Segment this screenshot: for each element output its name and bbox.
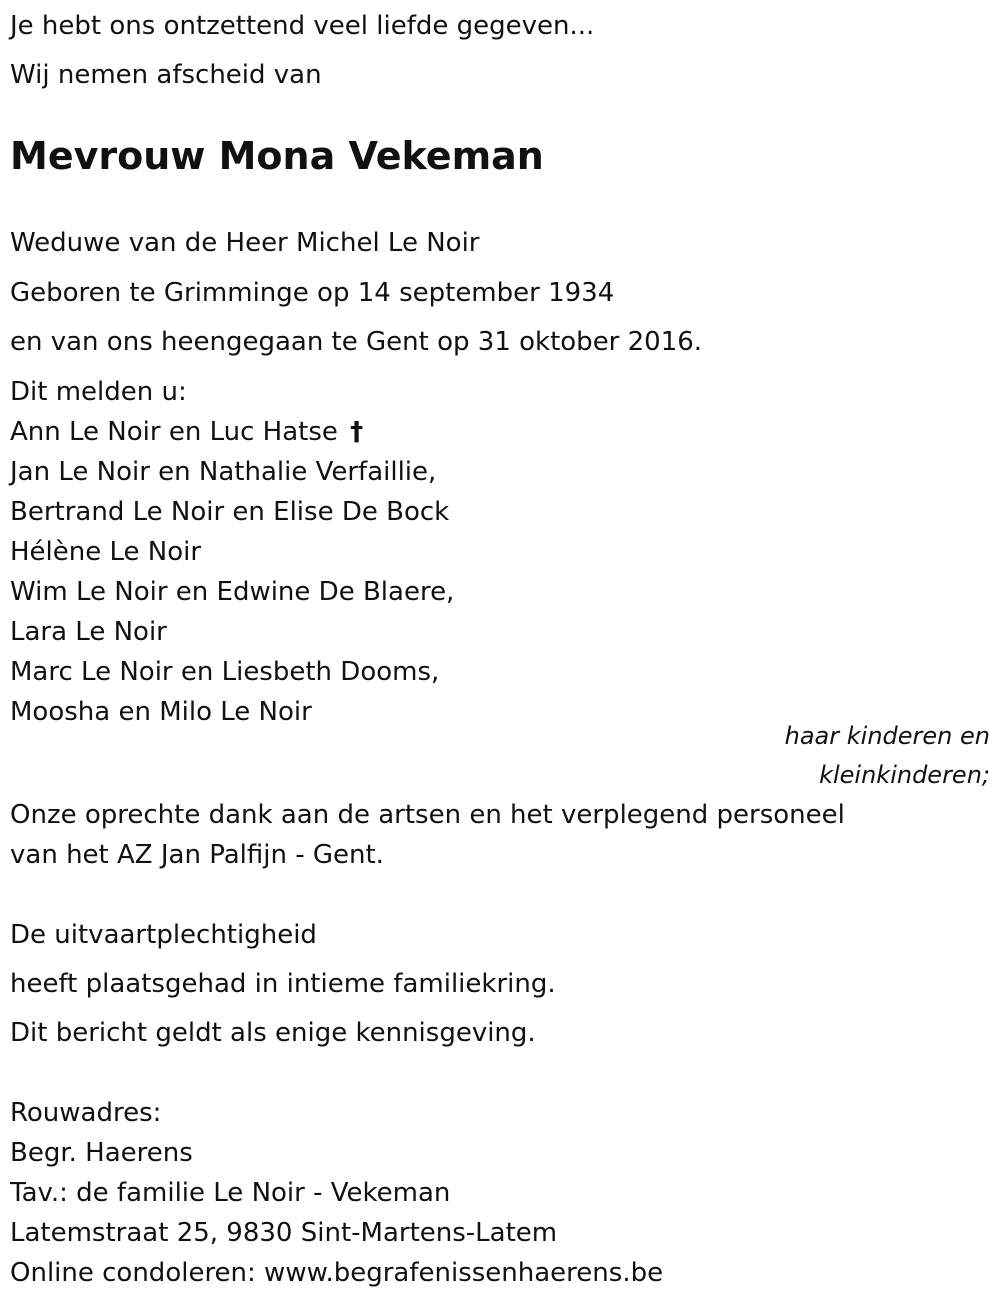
- funeral-line: heeft plaatsgehad in intieme familiekring.: [10, 969, 556, 999]
- family-member: Jan Le Noir en Nathalie Verfaillie,: [10, 457, 437, 487]
- family-signature-line2: kleinkinderen;: [819, 761, 990, 789]
- announcers-heading: Dit melden u:: [10, 377, 187, 407]
- widow-line: Weduwe van de Heer Michel Le Noir: [10, 228, 480, 258]
- family-member: Lara Le Noir: [10, 617, 167, 647]
- address-heading: Rouwadres:: [10, 1098, 162, 1128]
- death-line: en van ons heengegaan te Gent op 31 oktober 2016.: [10, 327, 703, 357]
- family-member: Bertrand Le Noir en Elise De Bock: [10, 497, 450, 527]
- funeral-line: De uitvaartplechtigheid: [10, 920, 317, 950]
- funeral-home: Begr. Haerens: [10, 1138, 193, 1168]
- notice-line: Dit bericht geldt als enige kennisgeving.: [10, 1018, 536, 1048]
- street-address: Latemstraat 25, 9830 Sint-Martens-Latem: [10, 1218, 558, 1248]
- family-member: Hélène Le Noir: [10, 537, 202, 567]
- cross-icon: †: [350, 417, 364, 447]
- birth-line: Geboren te Grimminge op 14 september 1934: [10, 278, 615, 308]
- family-member: [10, 416, 363, 448]
- deceased-name: Mevrouw Mona Vekeman: [10, 134, 544, 178]
- family-member: Marc Le Noir en Liesbeth Dooms,: [10, 657, 440, 687]
- intro-farewell-line: Wij nemen afscheid van: [10, 60, 322, 90]
- family-signature-line1: haar kinderen en: [784, 722, 990, 750]
- thanks-line: Onze oprechte dank aan de artsen en het verplegend personeel: [10, 800, 845, 830]
- intro-line: Je hebt ons ontzettend veel liefde gegeven...: [10, 11, 595, 41]
- family-member-name: Ann Le Noir en Luc Hatse: [10, 417, 338, 447]
- family-member: Wim Le Noir en Edwine De Blaere,: [10, 577, 455, 607]
- thanks-line: van het AZ Jan Palfijn - Gent.: [10, 840, 384, 870]
- online-condolences: Online condoleren: www.begrafenissenhaerens.be: [10, 1258, 664, 1288]
- family-member: Moosha en Milo Le Noir: [10, 697, 312, 727]
- attention-line: Tav.: de familie Le Noir - Vekeman: [10, 1178, 451, 1208]
